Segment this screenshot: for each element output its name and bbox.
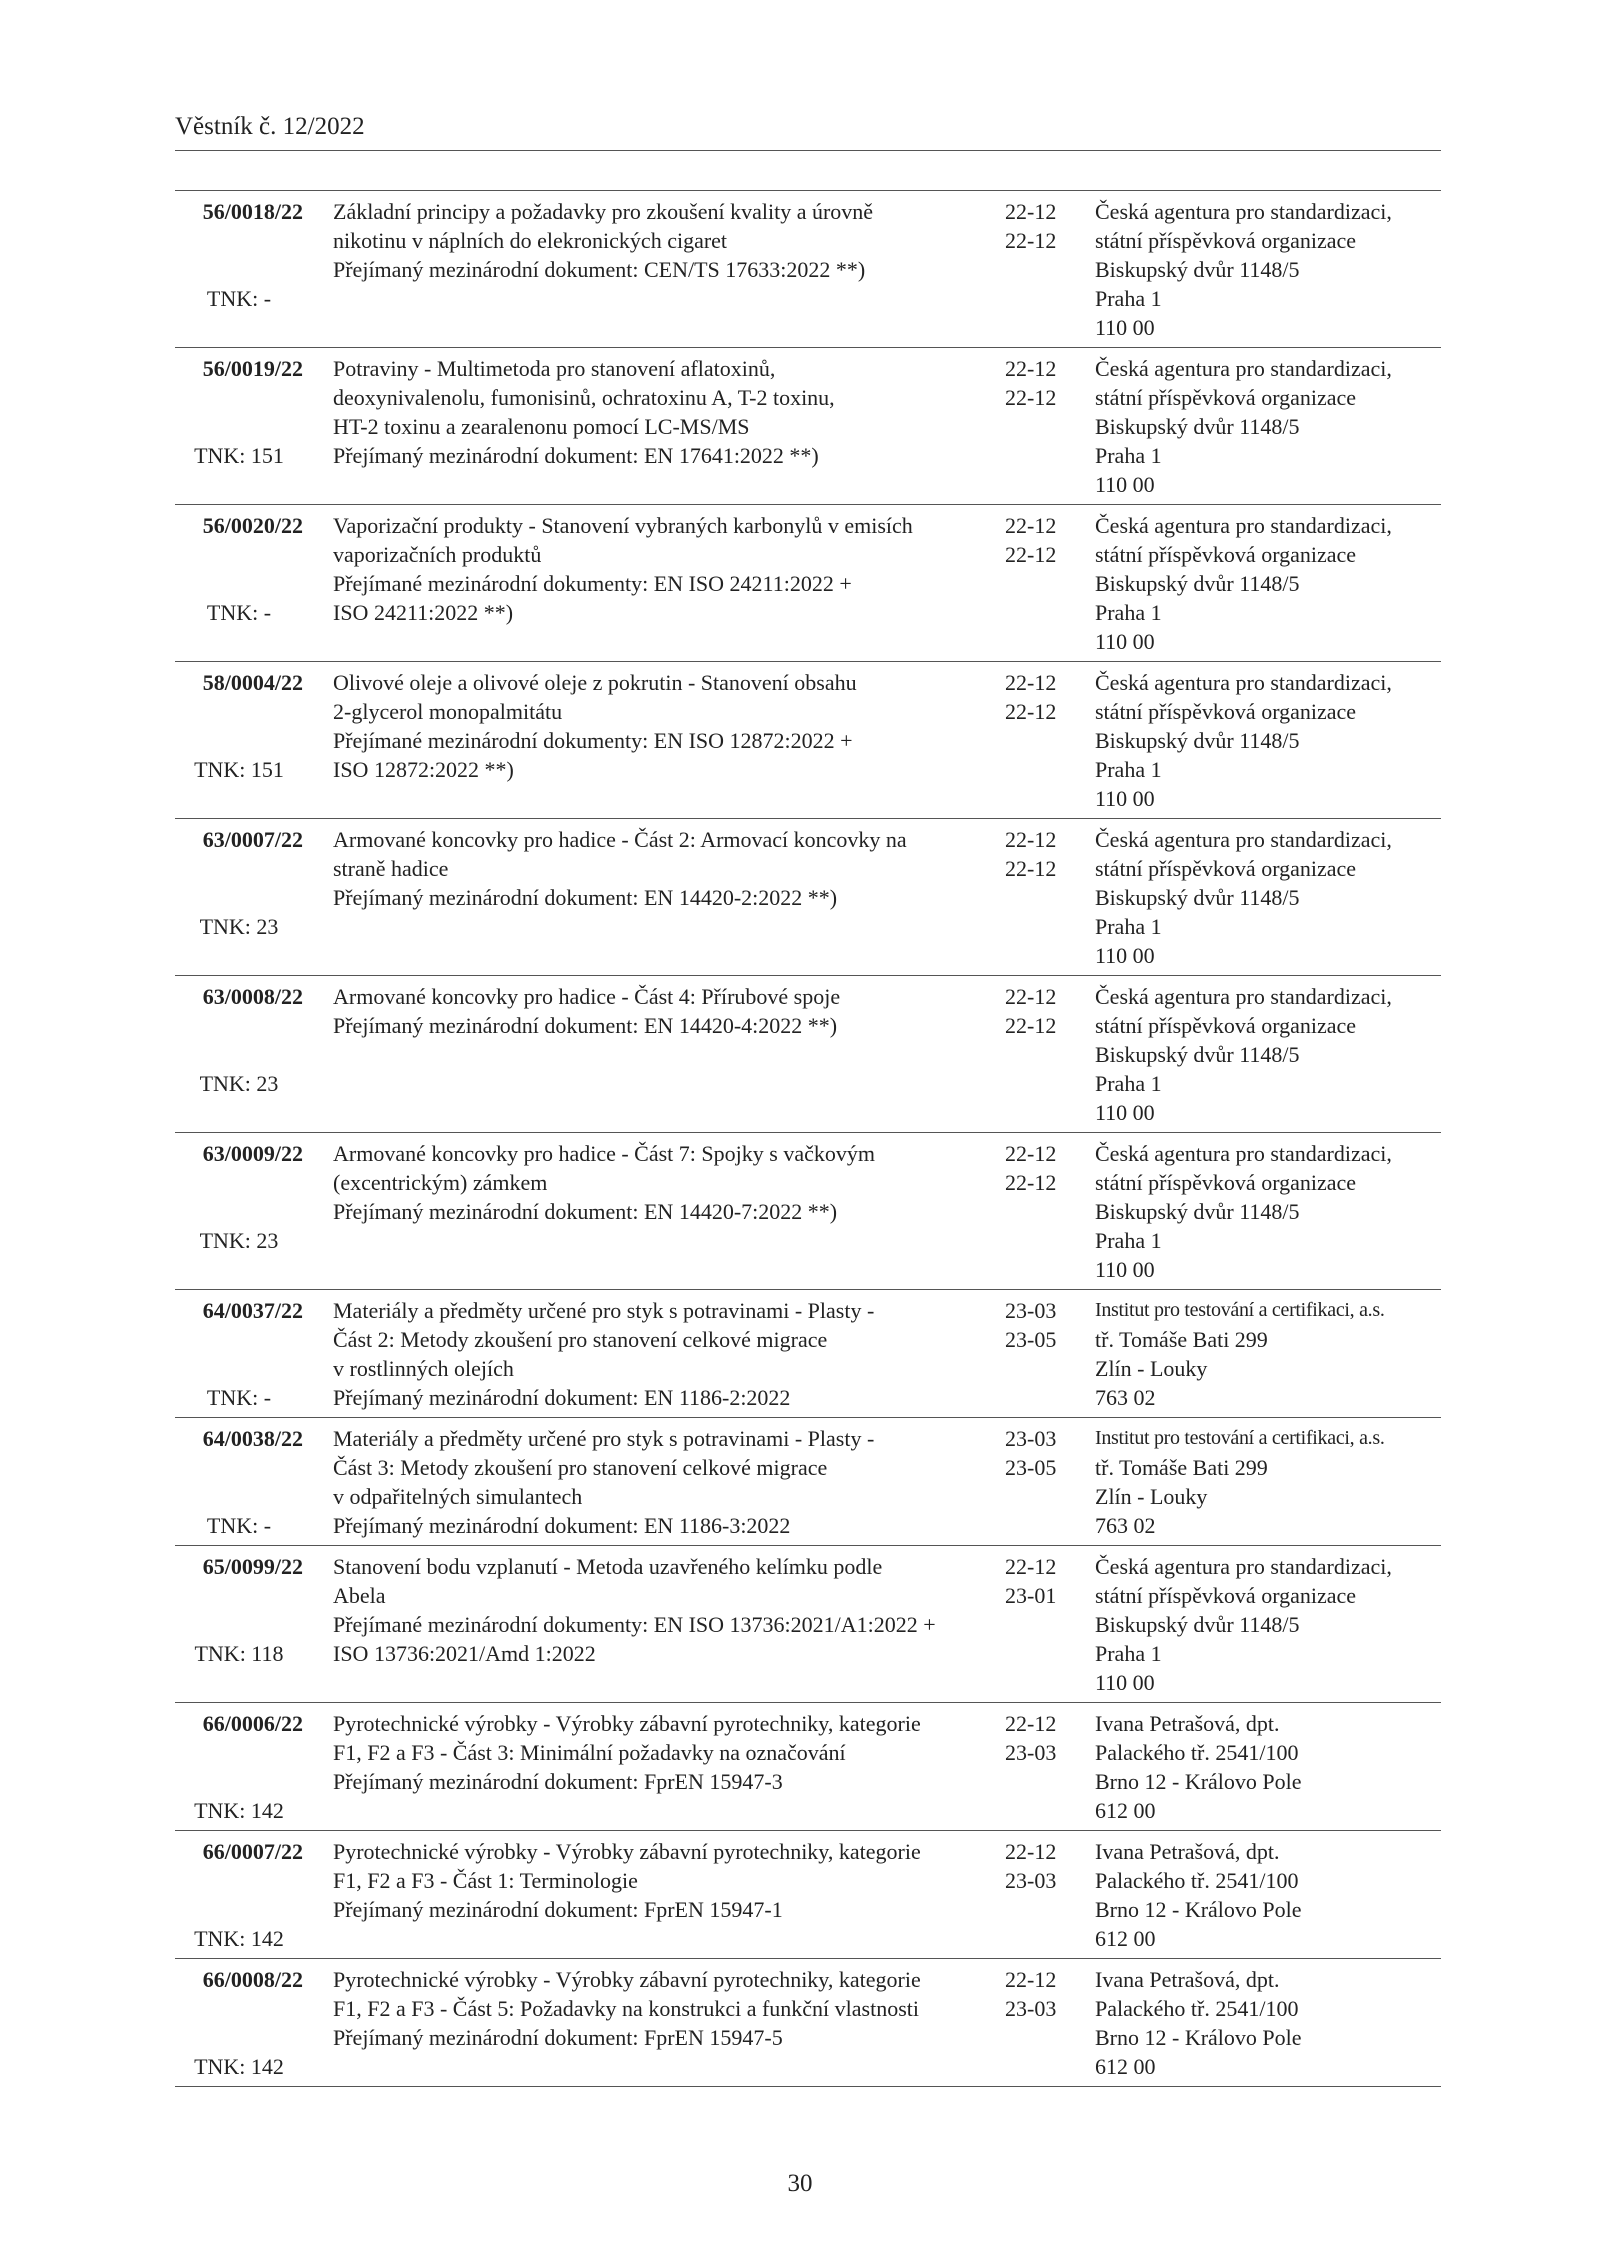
tnk-label: TNK: - [206,600,272,625]
tnk-label: TNK: 23 [199,914,279,939]
title-line: Přejímaný mezinárodní dokument: EN 1186-2:2022 [333,1385,791,1410]
tnk-label: TNK: 23 [199,1228,279,1253]
title-line: Přejímaný mezinárodní dokument: FprEN 15947-3 [333,1769,783,1794]
title-line: Materiály a předměty určené pro styk s potravinami - Plasty - [333,1298,875,1323]
address-line: 763 02 [1095,1513,1156,1538]
address-line: 110 00 [1095,1100,1155,1125]
standard-title [333,1424,993,1540]
tnk-label: TNK: - [206,1513,272,1538]
date-value: 22-12 [1005,1711,1057,1736]
processor-address [1095,1139,1441,1284]
processor-address [1095,1424,1441,1540]
address-line: státní příspěvková organizace [1095,1583,1357,1608]
processor-address [1095,1965,1441,2081]
title-line: Abela [333,1583,386,1608]
title-line: straně hadice [333,856,449,881]
processor-address [1095,354,1441,499]
dates-cell [1005,354,1077,412]
standard-title [333,197,993,284]
title-line: Přejímaný mezinárodní dokument: FprEN 15947-1 [333,1897,783,1922]
address-line: 110 00 [1095,786,1155,811]
title-line: ISO 13736:2021/Amd 1:2022 [333,1641,596,1666]
bulletin-title: Věstník č. 12/2022 [175,113,365,140]
title-line: Přejímané mezinárodní dokumenty: EN ISO 13736:2021/A1:2022 + [333,1612,936,1637]
title-line: ISO 12872:2022 **) [333,757,514,782]
address-line: státní příspěvková organizace [1095,1170,1357,1195]
address-line: 612 00 [1095,1926,1156,1951]
dates-cell [1005,1837,1077,1895]
title-line: Armované koncovky pro hadice - Část 7: Spojky s vačkovým [333,1141,875,1166]
title-line: Přejímaný mezinárodní dokument: EN 17641:2022 **) [333,443,819,468]
address-line: Palackého tř. 2541/100 [1095,1740,1299,1765]
title-line: F1, F2 a F3 - Část 1: Terminologie [333,1868,638,1893]
processor-address [1095,825,1441,970]
address-line: Biskupský dvůr 1148/5 [1095,571,1300,596]
tnk-label: TNK: 151 [194,757,284,782]
address-line: Biskupský dvůr 1148/5 [1095,1199,1300,1224]
address-line: Institut pro testování a certifikaci, a.s. [1095,1299,1385,1321]
date-value: 23-03 [1005,1298,1057,1323]
standard-title [333,1296,993,1412]
address-line: Zlín - Louky [1095,1484,1208,1509]
address-line: Brno 12 - Královo Pole [1095,1769,1302,1794]
address-line: Ivana Petrašová, dpt. [1095,1711,1280,1736]
dates-cell [1005,825,1077,883]
title-line: v odpařitelných simulantech [333,1484,583,1509]
standard-code: 66/0007/22 [202,1839,303,1864]
title-line: 2-glycerol monopalmitátu [333,699,563,724]
standard-title [333,1965,993,2052]
title-line: HT-2 toxinu a zearalenonu pomocí LC-MS/MS [333,414,750,439]
address-line: 612 00 [1095,2054,1156,2079]
table-row [175,348,1441,505]
table-row [175,819,1441,976]
address-line: Palackého tř. 2541/100 [1095,1868,1299,1893]
title-line: Pyrotechnické výrobky - Výrobky zábavní pyrotechniky, kategorie [333,1839,921,1864]
standard-code: 56/0020/22 [202,513,303,538]
address-line: Biskupský dvůr 1148/5 [1095,1042,1300,1067]
address-line: 612 00 [1095,1798,1156,1823]
date-value: 22-12 [1005,856,1057,881]
title-line: Olivové oleje a olivové oleje z pokrutin - Stanovení obsahu [333,670,857,695]
standard-title [333,668,993,784]
address-line: 110 00 [1095,1670,1155,1695]
standard-title [333,511,993,627]
date-value: 22-12 [1005,1141,1057,1166]
standard-code: 64/0037/22 [202,1298,303,1323]
title-line: vaporizačních produktů [333,542,542,567]
processor-address [1095,1709,1441,1825]
standard-code: 63/0008/22 [202,984,303,1009]
tnk-label: TNK: - [206,1385,272,1410]
title-line: Základní principy a požadavky pro zkoušení kvality a úrovně [333,199,874,224]
standard-code: 58/0004/22 [202,670,303,695]
table-row [175,1290,1441,1418]
dates-cell [1005,1296,1077,1354]
address-line: státní příspěvková organizace [1095,228,1357,253]
address-line: státní příspěvková organizace [1095,385,1357,410]
date-value: 22-12 [1005,1967,1057,1992]
address-line: Česká agentura pro standardizaci, [1095,356,1392,381]
address-line: Biskupský dvůr 1148/5 [1095,728,1300,753]
address-line: 110 00 [1095,472,1155,497]
date-value: 22-12 [1005,984,1057,1009]
table-row [175,1831,1441,1959]
title-line: ISO 24211:2022 **) [333,600,514,625]
address-line: Praha 1 [1095,1641,1162,1666]
dates-cell [1005,1965,1077,2023]
date-value: 22-12 [1005,513,1057,538]
address-line: Česká agentura pro standardizaci, [1095,670,1392,695]
address-line: 763 02 [1095,1385,1156,1410]
address-line: 110 00 [1095,1257,1155,1282]
dates-cell [1005,1552,1077,1610]
title-line: Vaporizační produkty - Stanovení vybraných karbonylů v emisích [333,513,913,538]
address-line: Biskupský dvůr 1148/5 [1095,885,1300,910]
address-line: Biskupský dvůr 1148/5 [1095,414,1300,439]
dates-cell [1005,1424,1077,1482]
title-line: Přejímaný mezinárodní dokument: EN 14420-7:2022 **) [333,1199,838,1224]
table-row [175,1133,1441,1290]
title-line: Materiály a předměty určené pro styk s potravinami - Plasty - [333,1426,875,1451]
processor-address [1095,668,1441,813]
address-line: Praha 1 [1095,1228,1162,1253]
title-line: Armované koncovky pro hadice - Část 2: Armovací koncovky na [333,827,907,852]
standard-code: 63/0009/22 [202,1141,303,1166]
standard-code: 63/0007/22 [202,827,303,852]
title-line: Přejímaný mezinárodní dokument: EN 14420-2:2022 **) [333,885,838,910]
title-line: Přejímaný mezinárodní dokument: EN 14420-4:2022 **) [333,1013,838,1038]
standard-title [333,1709,993,1796]
address-line: Praha 1 [1095,1071,1162,1096]
date-value: 22-12 [1005,1554,1057,1579]
title-line: Potraviny - Multimetoda pro stanovení aflatoxinů, [333,356,776,381]
tnk-label: TNK: 151 [194,443,284,468]
address-line: státní příspěvková organizace [1095,542,1357,567]
dates-cell [1005,668,1077,726]
standard-title [333,982,993,1040]
title-line: Přejímané mezinárodní dokumenty: EN ISO 12872:2022 + [333,728,853,753]
table-row [175,1959,1441,2087]
standard-code: 66/0008/22 [202,1967,303,1992]
address-line: Institut pro testování a certifikaci, a.s. [1095,1427,1385,1449]
address-line: tř. Tomáše Bati 299 [1095,1327,1268,1352]
address-line: Palackého tř. 2541/100 [1095,1996,1299,2021]
page-header [175,112,1441,151]
address-line: Biskupský dvůr 1148/5 [1095,257,1300,282]
address-line: Praha 1 [1095,443,1162,468]
table-row [175,1703,1441,1831]
table-row [175,662,1441,819]
title-line: deoxynivalenolu, fumonisinů, ochratoxinu A, T-2 toxinu, [333,385,835,410]
address-line: státní příspěvková organizace [1095,1013,1357,1038]
processor-address [1095,1837,1441,1953]
table-row [175,191,1441,348]
table-row [175,976,1441,1133]
address-line: státní příspěvková organizace [1095,699,1357,724]
tnk-label: TNK: 142 [194,2054,284,2079]
tnk-label: TNK: 142 [194,1798,284,1823]
date-value: 23-03 [1005,1426,1057,1451]
address-line: tř. Tomáše Bati 299 [1095,1455,1268,1480]
title-line: Stanovení bodu vzplanutí - Metoda uzavřeného kelímku podle [333,1554,883,1579]
title-line: Pyrotechnické výrobky - Výrobky zábavní pyrotechniky, kategorie [333,1711,921,1736]
title-line: v rostlinných olejích [333,1356,514,1381]
date-value: 23-03 [1005,1996,1057,2021]
standard-code: 64/0038/22 [202,1426,303,1451]
standard-title [333,1837,993,1924]
address-line: Praha 1 [1095,286,1162,311]
address-line: Praha 1 [1095,757,1162,782]
date-value: 22-12 [1005,1170,1057,1195]
page-number: 30 [787,2170,813,2197]
address-line: Ivana Petrašová, dpt. [1095,1967,1280,1992]
date-value: 22-12 [1005,1839,1057,1864]
table-row [175,1546,1441,1703]
date-value: 23-03 [1005,1740,1057,1765]
tnk-label: TNK: 142 [194,1926,284,1951]
processor-address [1095,511,1441,656]
address-line: 110 00 [1095,315,1155,340]
title-line: Přejímaný mezinárodní dokument: CEN/TS 17633:2022 **) [333,257,866,282]
tnk-label: TNK: - [206,286,272,311]
standard-code: 56/0018/22 [202,199,303,224]
address-line: Praha 1 [1095,600,1162,625]
date-value: 22-12 [1005,1013,1057,1038]
date-value: 22-12 [1005,827,1057,852]
date-value: 23-03 [1005,1868,1057,1893]
standard-title [333,825,993,912]
address-line: Praha 1 [1095,914,1162,939]
standards-table [175,190,1441,2087]
date-value: 22-12 [1005,385,1057,410]
date-value: 23-05 [1005,1327,1057,1352]
dates-cell [1005,511,1077,569]
table-row [175,1418,1441,1546]
date-value: 22-12 [1005,199,1057,224]
date-value: 22-12 [1005,356,1057,381]
date-value: 22-12 [1005,699,1057,724]
tnk-label: TNK: 118 [194,1641,284,1666]
standard-code: 56/0019/22 [202,356,303,381]
title-line: nikotinu v náplních do elekronických cigaret [333,228,728,253]
date-value: 22-12 [1005,228,1057,253]
title-line: Přejímané mezinárodní dokumenty: EN ISO 24211:2022 + [333,571,852,596]
dates-cell [1005,1709,1077,1767]
title-line: F1, F2 a F3 - Část 5: Požadavky na konstrukci a funkční vlastnosti [333,1996,919,2021]
address-line: Česká agentura pro standardizaci, [1095,199,1392,224]
dates-cell [1005,1139,1077,1197]
processor-address [1095,982,1441,1127]
title-line: Pyrotechnické výrobky - Výrobky zábavní pyrotechniky, kategorie [333,1967,921,1992]
title-line: Přejímaný mezinárodní dokument: FprEN 15947-5 [333,2025,783,2050]
date-value: 22-12 [1005,670,1057,695]
address-line: Biskupský dvůr 1148/5 [1095,1612,1300,1637]
title-line: Přejímaný mezinárodní dokument: EN 1186-3:2022 [333,1513,791,1538]
address-line: Česká agentura pro standardizaci, [1095,513,1392,538]
dates-cell [1005,197,1077,255]
address-line: Brno 12 - Královo Pole [1095,1897,1302,1922]
address-line: 110 00 [1095,943,1155,968]
address-line: Česká agentura pro standardizaci, [1095,827,1392,852]
date-value: 23-01 [1005,1583,1057,1608]
table-row [175,505,1441,662]
processor-address [1095,197,1441,342]
title-line: (excentrickým) zámkem [333,1170,548,1195]
processor-address [1095,1296,1441,1412]
title-line: Část 2: Metody zkoušení pro stanovení celkové migrace [333,1327,828,1352]
address-line: Zlín - Louky [1095,1356,1208,1381]
address-line: Česká agentura pro standardizaci, [1095,1554,1392,1579]
processor-address [1095,1552,1441,1697]
standard-title [333,354,993,470]
address-line: Ivana Petrašová, dpt. [1095,1839,1280,1864]
title-line: Část 3: Metody zkoušení pro stanovení celkové migrace [333,1455,828,1480]
standard-title [333,1139,993,1226]
title-line: Armované koncovky pro hadice - Část 4: Přírubové spoje [333,984,841,1009]
address-line: Česká agentura pro standardizaci, [1095,1141,1392,1166]
standard-code: 66/0006/22 [202,1711,303,1736]
standard-title [333,1552,993,1668]
address-line: státní příspěvková organizace [1095,856,1357,881]
tnk-label: TNK: 23 [199,1071,279,1096]
title-line: F1, F2 a F3 - Část 3: Minimální požadavky na označování [333,1740,846,1765]
address-line: 110 00 [1095,629,1155,654]
address-line: Česká agentura pro standardizaci, [1095,984,1392,1009]
date-value: 23-05 [1005,1455,1057,1480]
date-value: 22-12 [1005,542,1057,567]
dates-cell [1005,982,1077,1040]
standard-code: 65/0099/22 [202,1554,303,1579]
address-line: Brno 12 - Královo Pole [1095,2025,1302,2050]
